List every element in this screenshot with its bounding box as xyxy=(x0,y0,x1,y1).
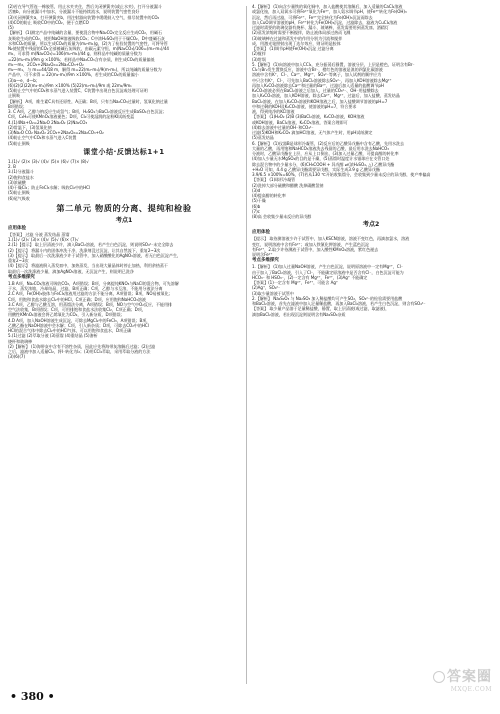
text-line: 2.(1)【提示】 取上层清液少许，滴入BaCl₂溶液，若产生白色沉淀，则说明SO₄²⁻未完全除去 xyxy=(8,242,174,248)
text-line: (5)干燥 xyxy=(252,198,266,204)
text-line: 2.C A项，Fe(OH)₃胶体与FeCl₃溶液用过滤的方法不能分离，A项错误；B项，NO易被氧化； xyxy=(8,291,173,297)
text-line: 产品中，可不求得 = 22(m₂-m₁)/9m ×100%，若生成的CO₂的质量偏小 xyxy=(8,72,139,78)
section-heading: 课堂小结·反馈达标1+1 xyxy=(83,147,165,156)
text-line: (2)饱和食盐水 xyxy=(8,174,34,180)
text-line: 有Fe²⁺，2.取少许待测液于试管中，加入酸性KMnO₄溶液，紫红色褪去 xyxy=(252,246,379,252)
subsection-heading: 考点2 xyxy=(362,221,380,229)
text-line: (2)【提示】 将漏斗内的固体冲洗干净，洗涤剂没过沉淀，让其自然流下，重复2~3次 xyxy=(8,247,161,253)
subsection-heading: 考点1 xyxy=(115,216,133,224)
text-line: 【答案】 过滤 分液 蒸发结晶 蒸馏 xyxy=(8,231,70,237)
text-line: 活塞b，向分液漏斗中加水，分液漏斗不能持续流水，说明装置气密性良好 xyxy=(8,9,140,15)
text-line: (3)玻璃棒在过滤和蒸发中的作用分别为引流和搅拌 xyxy=(252,35,343,41)
right-column xyxy=(252,4,490,684)
text-line: (3)【提示】 取最后一次洗涤液少许于试管中，加入硝酸酸化的AgNO₃溶液，若无白色沉淀产生， xyxy=(8,252,182,258)
text-line: Cl₂与Br₂发生置换反应，溶液中含Br⁻，橙红色的溶液是溴的四氯化碳溶液 xyxy=(252,67,383,72)
text-line: 变红，说明溶液中含有Fe²⁺；或加入铁氰化钾溶液，产生蓝色沉淀 xyxy=(252,241,370,247)
column-divider xyxy=(246,6,247,684)
text-line: 用酸性KMnO₄溶液会将乙烯氧化为CO₂，引入新杂质，D项错误； xyxy=(8,312,125,318)
text-line: (4)CO的防止 吸收CO中的CO₂，便于点燃CO xyxy=(8,19,89,25)
watermark-main-text: 答案圈 xyxy=(447,669,492,685)
text-line: 或KOH溶液、BaCl₂溶液、K₂CO₃溶液，答案合理即可 xyxy=(252,119,348,125)
text-line: 加入K₂CO₃溶液，加入KOH溶液，除去Ca²⁺、Mg²⁺，过滤后，加入盐酸，蒸发结晶 xyxy=(252,93,400,99)
text-line: (6)尾气吸收 xyxy=(8,195,30,201)
text-line: 1.【解析】 (1)加入过量NaOH溶液，产生白色沉淀，说明原溶液中一定有Mg²⁺，Cl⁻ xyxy=(252,264,403,270)
text-line: (5)防止倒吸 xyxy=(8,190,30,196)
text-line: 2. B xyxy=(8,164,16,169)
text-line: 【答案】 (1)H₂O₂ (2)B (3)BaCl₂溶液，K₂CO₃溶液，KOH溶液 xyxy=(252,114,365,120)
text-line: 2.【解析】 Na₂S₂O₃ 与 Na₂SO₃ 加入稀盐酸均可产生SO₂，SO₄²⁻的检验需要用盐酸 xyxy=(252,295,403,301)
text-line: 【解析】 (1)测定产品中纯碱的含量，要使混合物中Na₂CO₃完全反应生成CO₂，用碱石 xyxy=(8,30,162,36)
text-line: =22(m₂-m₁)/9m g ×100%；若样品中Na₂CO₃含有杂质，则生成CO₂的质量偏低 xyxy=(8,56,155,62)
text-line: (2)若在导气管连一橡胶管，用止水夹夹住，然后关闭弹簧夹(或止水夹)，打开分液漏斗 xyxy=(8,4,162,9)
text-line: K₂CO₃溶液必须在BaCl₂溶液之后加入，过量的CO₃²⁻、OH⁻用盐酸除去 xyxy=(252,88,379,93)
text-line: 溶液中含有K⁺、Cl⁻、Ca²⁺、Mg²⁺、SO₄²⁻等离子，加入试剂的顺序应为 xyxy=(252,72,382,78)
text-line: 3.9/6.5 ×100%=60%，(7)若从130 ℃开始收集馏分，会收集到少量未反应的异戊醇，使产率偏高 xyxy=(252,172,431,177)
text-line: (4)【提示】 将滤液倒入蒸发皿中，加热蒸发，当出现大量晶体时停止加热，利用余热蒸干 xyxy=(8,263,168,269)
text-line: C项，用饱和食盐水除去Cl₂中的HCl，C项正确；D项，应用饱和NaHCO₃溶液 xyxy=(8,296,146,302)
block-heading: 应用体验 xyxy=(8,225,26,231)
text-line: (3)a—e，d—b； xyxy=(8,77,40,83)
text-line: 空气法收集，B项错误；C项，可用排饱和食盐水法收集Cl₂，C项正确；D项， xyxy=(8,307,146,312)
text-line: (4)除去溶液中过量的OH⁻和CO₃²⁻ xyxy=(252,124,314,130)
text-line: (3)关闭弹簧夹a，打开弹簧夹b，用注射器向装置中缓缓鼓入空气，排尽装置中的CO₂ xyxy=(8,14,160,20)
page-number-dot: • xyxy=(43,690,55,703)
text-line: (4)提高醇的转化率 xyxy=(252,193,286,198)
text-line: 【答案】 (1)球形冷凝管 xyxy=(252,177,296,183)
text-line: 【答案】 (1)调节pH使Fe(OH)₃沉淀 过滤分离 xyxy=(252,46,334,51)
text-line: BaCl₂溶液，在加入K₂CO₃溶液和KOH溶液之后，加入盐酸调节溶液的pH=7 xyxy=(252,98,388,104)
block-heading: 应用体验 xyxy=(252,230,270,236)
text-line: 中和过剩的KOH及K₂CO₃溶液，使溶液的pH=7，符合要求 xyxy=(252,103,357,109)
watermark-icon xyxy=(433,671,445,683)
text-line: (5) xyxy=(8,25,14,30)
text-line: (6)(2)(2)22(m₂-m₁)/9m ×100% (5)22(m₂-m₁)/9m 或 22m₂/9m₁ xyxy=(8,82,132,88)
text-line: 分液时，乙酸异戊酯在上层，应从上口倒出，(3)加入过量乙酸，可提高醇的转化率 xyxy=(252,151,399,156)
text-line: 再加入K₂CO₃溶液除去Ca²⁺和过量的Ba²⁺，过滤后加入适量的盐酸调节pH xyxy=(252,82,384,88)
text-line: 3.C A项，乙醇与乙酸互溶，用蒸馏法分离，A项错误；B项，NO与空气中O₂反应，不能用排 xyxy=(8,301,173,307)
text-line: 重复2~3次 xyxy=(8,258,29,263)
block-heading: 考点多维探究 xyxy=(252,258,279,264)
section-heading: 第二单元 物质的分离、提纯和检验 xyxy=(56,202,192,213)
text-line: 1.(1)√ (2)× (3)√ (4)√ (5)× (6)√ (7)× (8)√ xyxy=(8,158,89,164)
text-line: (5)防止倒吸 xyxy=(8,140,30,146)
text-line: 5.【解析】 (1)向溶液中加入CCl₄，充分振荡后静置，溶液分层，上层是橙色，证明含有Br⁻ xyxy=(252,61,415,67)
text-line: 中只含有K⁺、Cl⁻，可先加入BaCl₂溶液除去SO₄²⁻，再加入KOH溶液除去Mg²⁺ xyxy=(252,77,392,83)
text-line: 【答案】 取少量产品溶于足量稀盐酸，静置，取上层清液(或过滤，取滤液)， xyxy=(252,306,390,312)
watermark-title xyxy=(406,668,492,686)
text-line: (4)干燥Cl₂；防止FeCl₃水解；吸收Cl₂中的HCl xyxy=(8,185,91,190)
text-line: 3.(1)分液漏斗 xyxy=(8,169,34,175)
text-line: 6.【解析】 (1)仪器B是球形冷凝管，(2)反应后的乙酸异戊酯中含有乙酸，先用水洗去 xyxy=(252,140,405,146)
text-line: (2)【解析】 (1)海带灰中含有不溶性杂质，因此应先将海带灰溶解后过滤；(2)过滤 xyxy=(8,343,156,349)
text-line: 【提示】 取待测溶液少许于试管中，加入KSCN溶液，溶液不变红色，再滴加氯水，溶液 xyxy=(252,236,410,242)
text-line: (3)Na₂O CO₂ Na₂O₂ 2CO₂+2Na₂O₂=2Na₂CO₃+O₂ xyxy=(8,130,104,135)
page-number xyxy=(10,690,55,703)
text-line: B项错误； xyxy=(8,103,27,109)
text-line: (2)洗掉大部分硫酸和醋酸 洗掉碳酸氢钠 xyxy=(252,182,324,188)
text-line: (4)加入少量无水MgSO₄的目的是干燥，(5)蒸馏时温度计水银球应在支管口处 xyxy=(252,156,390,162)
text-line: 3. C A项，乙醇与钠反应生成氢气；B项，H₂SO₄与BaCl₂溶液反应生成BaSO₄白色沉淀； xyxy=(8,109,167,114)
text-line: 沉淀，然后再过滤，可将Fe²⁺、Fe³⁺完全转化为Fe(OH)₃沉淀而除去 xyxy=(252,14,373,20)
text-line: 和BaCl₂溶液，首先在滤液中加入足量稀盐酸，再加入BaCl₂溶液，若产生白色沉淀，则含有SO₄²⁻ xyxy=(252,301,426,306)
text-line: (5)蒸发结晶 xyxy=(252,135,274,141)
text-line: 除去混合物中的少量水分，(6)CH₃COOH + 异戊醇 ⇌(浓H₂SO₄, △) 乙酸异戊酯 xyxy=(252,161,395,167)
left-column xyxy=(8,4,240,684)
text-line: N₂使装置中残留的CO₂全部被碱石灰吸收，由碳元素守恒，m(Na₂CO₃)/106=(m₂-m₁)/44 xyxy=(8,46,169,51)
text-line: 取最后一次洗涤液少量，滴加AgNO₃溶液，无沉淀产生，则说明已洗净 xyxy=(8,268,134,274)
text-line: 或氯化铵，加入双氧水可将Fe²⁺氧化为Fe³⁺，加入氨水调节pH，使Fe³⁺转化为Fe(OH)₃ xyxy=(252,9,407,15)
text-line: (2)Ag⁺，SO₄²⁻ xyxy=(252,285,281,291)
text-line: 液，得到纯净的KCl溶液 xyxy=(252,109,295,114)
text-line: (2)搅拌 xyxy=(252,51,266,57)
text-line: (7)c xyxy=(252,208,260,214)
text-line: (2)常温下，(3)氢氧化钠 xyxy=(8,124,52,130)
page-number-text: 380 xyxy=(20,690,44,703)
text-line: 【解析】 A项，维生素C具有还原性，A正确；B项，只有当Na₂CO₃过量时，氢氧化钠过量 xyxy=(8,98,168,104)
text-line: 灰吸收生成的CO₂，使用NaOH溶液吸收CO₂；C中浓H₂SO₄用于干燥CO₂，D中盛碱石灰 xyxy=(8,35,165,41)
text-line: 成，用激光笔照射出现丁达尔效应，则证明是胶体 xyxy=(252,40,341,46)
watermark-logo xyxy=(406,668,492,708)
text-line: +H₂O 可知，4.4 g 乙酸异戊酯需要异戊醇，实际生成3.9 g 乙酸异戊酯 xyxy=(252,166,380,172)
text-line: (3)(6)(7) xyxy=(8,354,26,360)
text-line: (3)d xyxy=(252,187,261,193)
text-line: 大量的乙酸，再用饱和NaHCO₃溶液洗去残留的乙酸，最后用水洗去NaHCO₃ xyxy=(252,145,389,151)
text-line: 4.【解析】 (1)向含少量铁的氧化铜中，加入盐酸使其溶解后，加入适量的CaCl₂溶液 xyxy=(252,4,403,9)
text-line: 说明含Fe²⁺ xyxy=(252,252,273,257)
text-line: C项，C₂H₄可使KMnO₄溶液褪色；D项，Cl₂可使湿润的淀粉KI试纸变蓝 xyxy=(8,114,135,120)
text-line: m₁—m₂，2CO₂+2Na₂O₂=2Na₂CO₃+O₂ xyxy=(8,61,84,67)
text-line: m₁，可求得 m(Na₂CO₃)=106(m₂-m₁)/44 g，则样品中纯碱的质量分数为 xyxy=(8,51,142,57)
text-line: (3)坩埚 xyxy=(252,56,266,62)
text-line: 烧杯和玻璃棒 xyxy=(8,338,33,344)
text-line: (5)防止空气中的CO₂和水蒸气进入装置C，C装置中出现白色沉淀或处理可证明 xyxy=(8,88,148,93)
block-heading: 考点多维探究 xyxy=(8,274,35,280)
text-line: 乙酸乙酯在NaOH溶液中会水解；C项，引入新杂质；D项，可除去CO₂中的HCl xyxy=(8,322,149,328)
text-line: (6)b xyxy=(252,203,261,209)
text-line: (8)高 会收集少量未反应的异戊醇 xyxy=(252,214,312,219)
text-line: 4.D A项，加入NaOH溶液生成沉淀，可除去MgCl₂中的FeCl₃，A项错误；B项， xyxy=(8,317,151,323)
text-line: 4.(1)4Na+O₂=2Na₂O 2Na₂O₂ (2)Na₂CO₃ xyxy=(8,119,88,125)
text-line: 加入CuO调节溶液的pH，Fe³⁺转化为Fe(OH)₃沉淀，过滤除去，滤液为CuCl₂溶液 xyxy=(252,19,398,25)
text-line: 水和CO₂的质量，所以生成CO₂的质量为(m₂-m₁)g，(2)为了检验装置的气密性，可将导管 xyxy=(8,40,168,46)
text-line: (3)取少量溶液于试管中 xyxy=(252,290,294,296)
text-line: 之后，滤液中加入适量Cl₂，将I⁻转化为I₂；(3)用CCl₄萃取，采用萃取分液的方法 xyxy=(8,349,151,354)
page-number-dot: • xyxy=(10,690,21,703)
text-line: 过滤(5)KOH和K₂CO₃ 滴加HCl溶液，无气体产生时，用pH试纸测定 xyxy=(252,130,373,135)
text-line: HCl的混合气体中除去Cl₂中的HCl气体，可以用饱和食盐水，D项正确 xyxy=(8,328,132,333)
text-line: 过滤时需要的玻璃仪器有烧杯、漏斗、玻璃棒，蒸发需要用到蒸发皿、酒精灯 xyxy=(252,25,389,30)
text-line: 【答案】(1)一定含有 Mg²⁺，Fe³⁺，可能含 Ag⁺ xyxy=(252,280,338,285)
text-line: (4)防止空气中CO₂和水蒸气进入C装置 xyxy=(8,135,77,141)
text-line: 1.(1)√ (2)√ (3)× (4)√ (5)√ (6)× (7)√ xyxy=(8,237,79,242)
text-line: (3)浓硫酸 xyxy=(8,179,26,185)
text-line: m₂—m₁，与 m₁=44/18 m，解得 m=22(m₂-m₁)/9(m-m₁)，所以纯碱的质量分数为 xyxy=(8,67,162,72)
text-line: HCO₃⁻ 和 HSO₃⁻，(2)一定含有 Mg²⁺，Fe³⁺，(3)Ag⁺ 不能确定 xyxy=(252,274,368,280)
text-line: 1.B A项，Na₂CO₃溶液可吸收CO₂，A项错误；B项，分离提纯KNO₃与NaCl的混合物，可先溶解 xyxy=(8,280,179,286)
text-line: 由于加入了BaCl₂溶液，引入了Cl⁻，不能确定原溶液中是否含有Cl⁻，白色沉淀可能为 xyxy=(252,269,404,275)
text-line: 于水，蒸发浓缩，冷却结晶，过滤，B项正确；C项，乙醇与水互溶，不能用分液法分离 xyxy=(8,286,163,291)
text-line: 止倒吸 xyxy=(8,93,21,99)
watermark-url: MXQE.COM xyxy=(450,686,492,693)
text-line: 5.(1)过滤 (2)萃取分液 (3)蒸馏 (4)重结晶 (5)渗析 xyxy=(8,333,98,339)
text-line: (2)蒸发浓缩时需要不断搅拌，防止液体局部过热而飞溅 xyxy=(252,30,351,36)
text-line: 滴加BaCl₂溶液，若出现沉淀则说明含有Na₂SO₄杂质 xyxy=(252,311,346,317)
